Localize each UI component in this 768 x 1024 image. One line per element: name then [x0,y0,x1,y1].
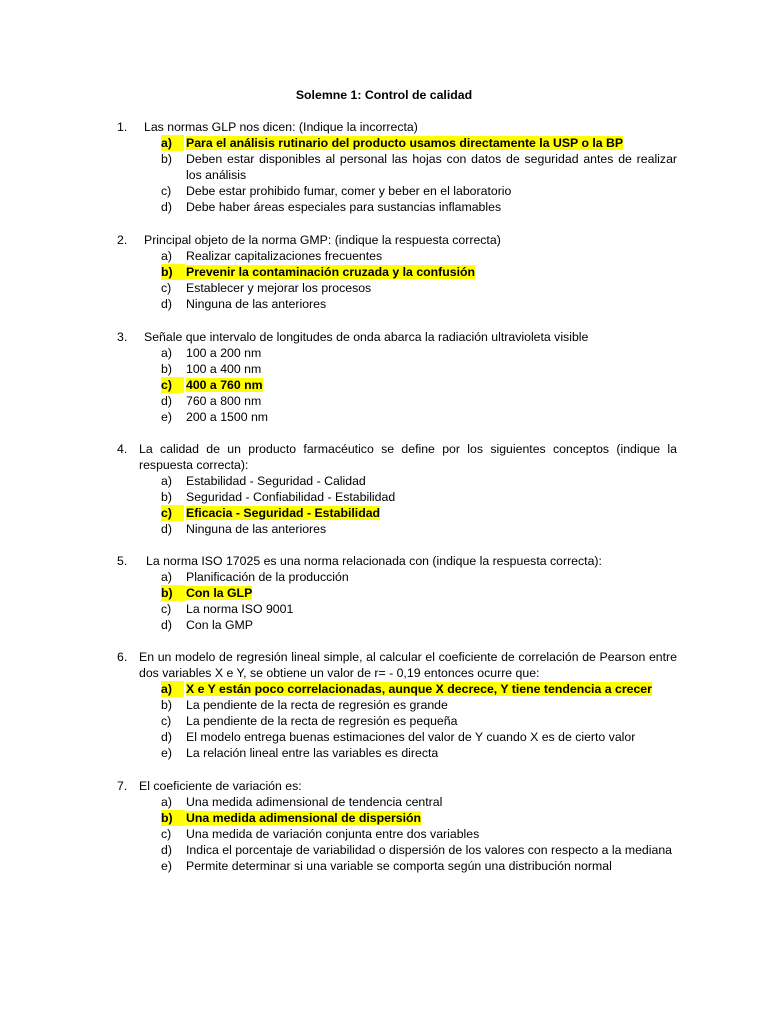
option-correct [117,681,677,697]
question-4 [117,441,677,537]
option-text: 100 a 200 nm [186,346,262,360]
question-text: Señale que intervalo de longitudes de onda abarca la radiación ultravioleta visible [144,330,589,344]
option-text: Eficacia - Seguridad - Estabilidad [186,506,381,520]
option-text: Una medida adimensional de dispersión [186,811,422,825]
option-text: Ninguna de las anteriores [186,522,327,536]
option-letter: e) [161,410,172,424]
option [117,521,677,537]
option-letter: c) [161,505,184,521]
option-letter: b) [161,264,185,280]
question-number: 4. [117,442,128,456]
option-letter: b) [161,490,172,504]
option-text: La pendiente de la recta de regresión es grande [186,698,448,712]
option-letter: b) [161,810,185,826]
option-letter: b) [161,362,172,376]
option-letter: d) [161,297,172,311]
option-letter: e) [161,746,172,760]
option-text: Una medida adimensional de tendencia central [186,795,443,809]
option-correct [117,264,677,280]
option-correct [117,810,677,826]
option-letter: e) [161,859,172,873]
question-number: 5. [117,554,128,568]
option-text: La norma ISO 9001 [186,602,294,616]
option-letter: b) [161,152,172,166]
option-text: Permite determinar si una variable se comporta según una distribución normal [186,859,612,873]
question-text: Principal objeto de la norma GMP: (indique la respuesta correcta) [144,233,501,247]
question-text: El coeficiente de variación es: [139,779,302,793]
option [117,296,677,312]
option-text: Con la GLP [186,586,253,600]
question-2 [117,232,677,312]
option-text: Estabilidad - Seguridad - Calidad [186,474,366,488]
question-number: 1. [117,120,128,134]
question-3 [117,329,677,425]
option-letter: a) [161,681,184,697]
option [117,745,677,761]
question-text: La norma ISO 17025 es una norma relacionada con (indique la respuesta correcta): [146,554,602,568]
option [117,345,677,361]
option [117,248,677,264]
option-text: 200 a 1500 nm [186,410,269,424]
option [117,729,677,745]
option-letter: c) [161,714,172,728]
option-text: 100 a 400 nm [186,362,262,376]
option [117,601,677,617]
option-text: Deben estar disponibles al personal las hojas con datos de seguridad antes de realizar los análisis [186,152,677,182]
option [117,697,677,713]
option [117,617,677,633]
question-1 [117,119,677,215]
question-text: En un modelo de regresión lineal simple, al calcular el coeficiente de correlación de Pearson entre dos variables X e Y, se obtiene un valor de r= - 0,19 entonces ocurre que: [139,650,677,680]
option-letter: a) [161,474,172,488]
option-letter: a) [161,795,172,809]
question-number: 6. [117,650,128,664]
option [117,842,677,858]
option-text: Prevenir la contaminación cruzada y la confusión [186,265,476,279]
option-text: Planificación de la producción [186,570,349,584]
option [117,361,677,377]
question-7 [117,778,677,874]
option-text: La pendiente de la recta de regresión es pequeña [186,714,458,728]
option-letter: c) [161,377,184,393]
option-text: Debe estar prohibido fumar, comer y beber en el laboratorio [186,184,512,198]
option-text: 400 a 760 nm [186,378,263,392]
option-letter: d) [161,730,172,744]
option-letter: d) [161,843,172,857]
option [117,280,677,296]
option [117,409,677,425]
question-text: Las normas GLP nos dicen: (Indique la incorrecta) [144,120,418,134]
option [117,569,677,585]
option-correct [117,135,677,151]
option-text: Para el análisis rutinario del producto usamos directamente la USP o la BP [186,136,624,150]
option-correct [117,585,677,601]
option-correct [117,377,677,393]
question-number: 3. [117,330,128,344]
option-letter: c) [161,602,172,616]
option-letter: c) [161,281,172,295]
option-text: Debe haber áreas especiales para sustancias inflamables [186,200,502,214]
page-title: Solemne 1: Control de calidad [295,88,473,102]
option [117,713,677,729]
option [117,151,677,183]
option-letter: d) [161,618,172,632]
option-letter: d) [161,200,172,214]
option-letter: a) [161,135,184,151]
question-number: 2. [117,233,128,247]
option-letter: a) [161,570,172,584]
option-letter: d) [161,522,172,536]
option-text: La relación lineal entre las variables es directa [186,746,439,760]
option-letter: b) [161,585,185,601]
option-text: 760 a 800 nm [186,394,262,408]
option [117,489,677,505]
option-text: Ninguna de las anteriores [186,297,327,311]
option-text: Establecer y mejorar los procesos [186,281,372,295]
option-letter: d) [161,394,172,408]
option-letter: c) [161,827,172,841]
option-correct [117,505,677,521]
option-text: Con la GMP [186,618,253,632]
option-text: Indica el porcentaje de variabilidad o dispersión de los valores con respecto a la mediana [186,843,673,857]
option-text: El modelo entrega buenas estimaciones del valor de Y cuando X es de cierto valor [186,730,636,744]
option-text: Seguridad - Confiabilidad - Estabilidad [186,490,396,504]
option-text: X e Y están poco correlacionadas, aunque X decrece, Y tiene tendencia a crecer [186,682,652,696]
option-letter: a) [161,249,172,263]
question-number: 7. [117,779,128,793]
option [117,393,677,409]
option-letter: c) [161,184,172,198]
option-letter: b) [161,698,172,712]
question-5 [117,553,677,633]
option-text: Una medida de variación conjunta entre dos variables [186,827,480,841]
option-letter: a) [161,346,172,360]
question-6 [117,649,677,761]
option [117,826,677,842]
option [117,183,677,199]
option [117,473,677,489]
option [117,199,677,215]
option [117,858,677,874]
option [117,794,677,810]
question-text: La calidad de un producto farmacéutico se define por los siguientes conceptos (indique la respuesta correcta): [139,442,677,472]
option-text: Realizar capitalizaciones frecuentes [186,249,383,263]
